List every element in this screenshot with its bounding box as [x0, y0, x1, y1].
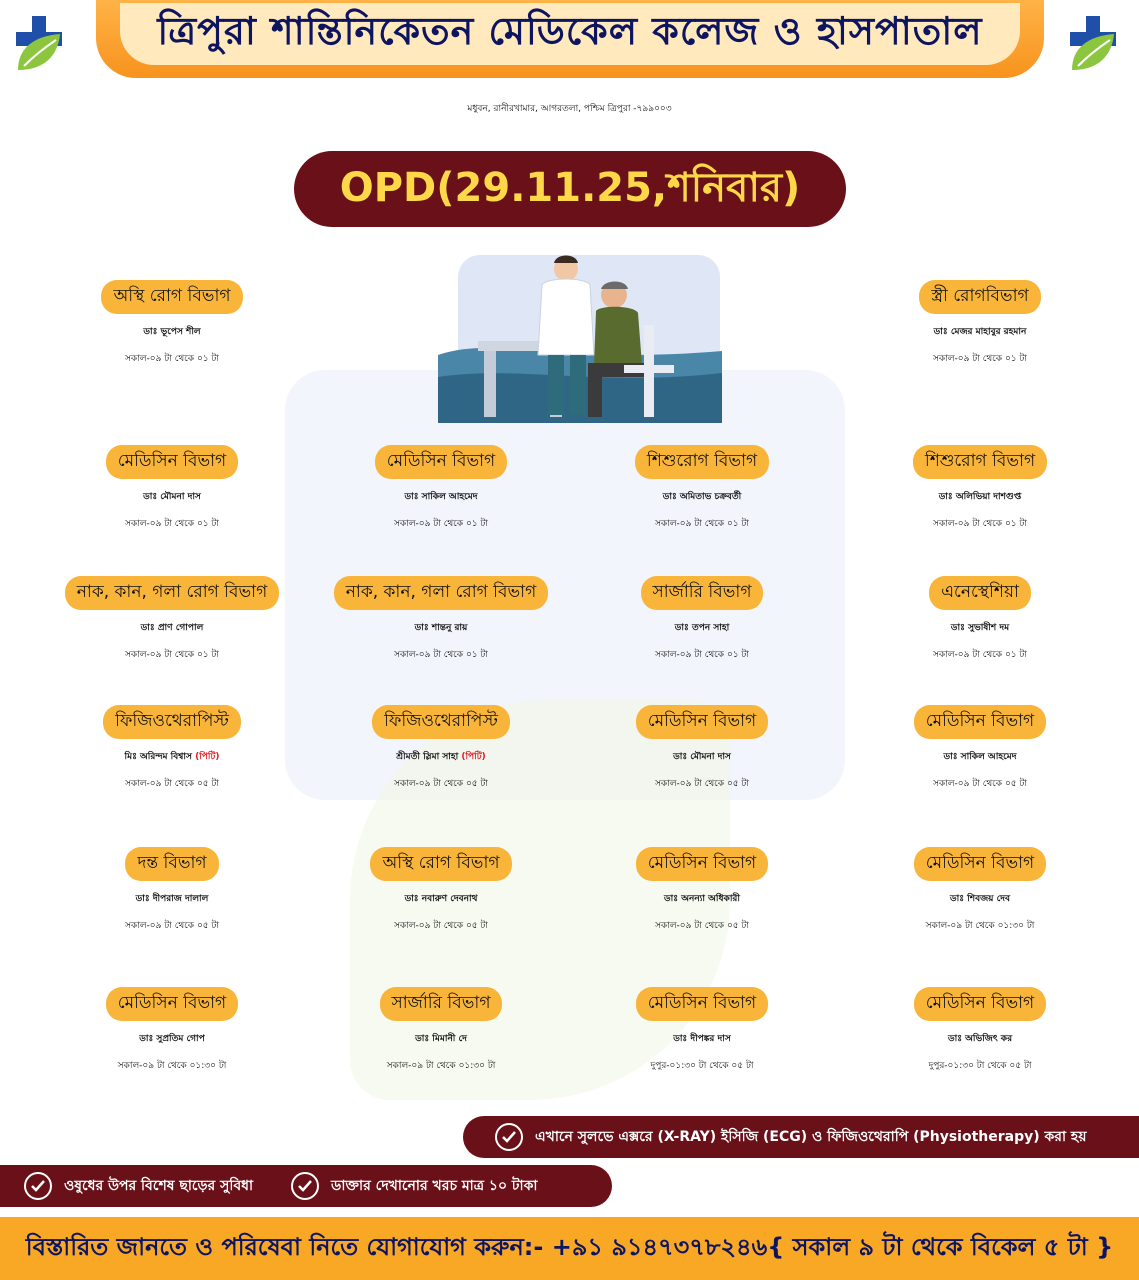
- doctor-name: [37, 749, 307, 764]
- opd-timing: সকাল-০৯ টা থেকে ০১ টা: [124, 650, 220, 660]
- department-badge: অস্থি রোগ বিভাগ: [370, 847, 511, 881]
- doctor-card: [306, 847, 576, 933]
- department-badge: নাক, কান, গলা রোগ বিভাগ: [334, 576, 549, 610]
- doctor-name-text: শ্রীমতী স্লিমা সাহা: [396, 752, 459, 762]
- opd-timing: সকাল-০৯ টা থেকে ০৫ টা: [654, 779, 750, 789]
- doctor-card: [37, 987, 307, 1073]
- department-badge: মেডিসিন বিভাগ: [914, 847, 1046, 881]
- doctor-card: [306, 987, 576, 1073]
- doctor-name-text: মিঃ অরিন্দম বিশ্বাস: [124, 752, 192, 762]
- department-badge: মেডিসিন বিভাগ: [636, 847, 768, 881]
- doctor-name-text: ডাঃ সাকিল আহমেদ: [404, 492, 478, 502]
- department-badge: স্ত্রী রোগবিভাগ: [919, 280, 1040, 314]
- opd-timing: সকাল-০৯ টা থেকে ০৫ টা: [124, 921, 220, 931]
- department-badge: মেডিসিন বিভাগ: [914, 987, 1046, 1021]
- opd-timing: সকাল-০৯ টা থেকে ০১ টা: [393, 519, 489, 529]
- doctor-card: [37, 705, 307, 791]
- department-badge: ফিজিওথেরাপিস্ট: [372, 705, 510, 739]
- doctor-card: [845, 987, 1115, 1073]
- doctor-card: [845, 576, 1115, 662]
- doctor-name: [567, 749, 837, 764]
- department-badge: মেডিসিন বিভাগ: [106, 445, 238, 479]
- opd-date-badge: [294, 151, 846, 227]
- xray-ecg-physio-note: এখানে সুলভে এক্সরে (X-RAY) ইসিজি (ECG) ও ফিজিওথেরাপি (Physiotherapy) করা হয়: [535, 1129, 1087, 1145]
- opd-timing: দুপুর-০১:৩০ টা থেকে ০৫ টা: [650, 1061, 754, 1071]
- opd-timing: সকাল-০৯ টা থেকে ০৫ টা: [393, 779, 489, 789]
- contact-info: বিস্তারিত জানতে ও পরিষেবা নিতে যোগাযোগ করুন:- +৯১ ৯১৪৭৩৭৮২৪৬{ সকাল ৯ টা থেকে বিকেল ৫ টা }: [25, 1232, 1114, 1261]
- department-badge: সার্জারি বিভাগ: [641, 576, 764, 610]
- doctor-card: [567, 445, 837, 531]
- doctor-name-text: ডাঃ মিমানী দে: [415, 1034, 467, 1044]
- medical-cross-leaf-logo: [12, 12, 70, 74]
- check-circle-icon: [291, 1172, 319, 1200]
- opd-timing: সকাল-০৯ টা থেকে ০১:৩০ টা: [386, 1061, 496, 1071]
- doctor-card: [567, 576, 837, 662]
- opd-timing: দুপুর-০১:৩০ টা থেকে ০৫ টা: [928, 1061, 1032, 1071]
- doctor-name-text: ডাঃ নবারুণ দেবনাথ: [404, 894, 478, 904]
- doctor-name-text: ডাঃ সুভাষীশ দম: [950, 623, 1010, 633]
- opd-timing: সকাল-০৯ টা থেকে ০১:৩০ টা: [117, 1061, 227, 1071]
- doctor-name-text: ডাঃ মেজর মাহাবুর রহমান: [933, 327, 1027, 337]
- doctor-name: [37, 324, 307, 339]
- check-circle-icon: [495, 1123, 523, 1151]
- doctor-card: [845, 705, 1115, 791]
- doctor-name: [845, 1031, 1115, 1046]
- doctor-card: [567, 987, 837, 1073]
- doctor-name-text: ডাঃ ভূপেস শীল: [143, 327, 201, 337]
- opd-timing: সকাল-০৯ টা থেকে ০১ টা: [393, 650, 489, 660]
- opd-timing: সকাল-০৯ টা থেকে ০১ টা: [124, 354, 220, 364]
- doctor-name: [306, 1031, 576, 1046]
- department-badge: সার্জারি বিভাগ: [380, 987, 503, 1021]
- department-badge: মেডিসিন বিভাগ: [375, 445, 507, 479]
- doctor-card: [845, 280, 1115, 366]
- doctor-name: [37, 1031, 307, 1046]
- services-banner: [463, 1116, 1139, 1158]
- medical-cross-leaf-logo: [1066, 12, 1124, 74]
- doctor-name-text: ডাঃ অমিতাভ চক্রবর্তী: [662, 492, 742, 502]
- doctor-card: [37, 847, 307, 933]
- doctor-name: [845, 489, 1115, 504]
- physiotherapist-tag: (পিটি): [195, 752, 220, 762]
- doctor-name-text: ডাঃ তপন সাহা: [674, 623, 730, 633]
- doctor-name: [37, 891, 307, 906]
- doctor-name-text: ডাঃ অভিজিৎ কর: [947, 1034, 1013, 1044]
- department-badge: অস্থি রোগ বিভাগ: [101, 280, 242, 314]
- doctor-card: [306, 576, 576, 662]
- doctor-name-text: ডাঃ মৌমনা দাস: [143, 492, 201, 502]
- doctor-name-text: ডাঃ দীপঙ্কর দাস: [673, 1034, 731, 1044]
- offers-banner: [0, 1165, 612, 1207]
- doctor-name: [567, 489, 837, 504]
- doctor-name-text: ডাঃ অলিভিয়া দাশগুপ্ত: [938, 492, 1022, 502]
- hospital-address: মধুবন, রানীরখামার, আগরতলা, পশ্চিম ত্রিপুরা -৭৯৯০০৩: [467, 104, 672, 114]
- header-inner: [120, 3, 1020, 65]
- doctor-card: [567, 847, 837, 933]
- contact-footer: [0, 1217, 1139, 1280]
- doctor-card: [845, 847, 1115, 933]
- opd-date-text: OPD(29.11.25,শনিবার): [339, 164, 801, 211]
- opd-timing: সকাল-০৯ টা থেকে ০১ টা: [654, 650, 750, 660]
- consultation-fee-note: ডাক্তার দেখানোর খরচ মাত্র ১০ টাকা: [331, 1178, 538, 1194]
- check-circle-icon: [24, 1172, 52, 1200]
- department-badge: নাক, কান, গলা রোগ বিভাগ: [65, 576, 280, 610]
- doctor-card: [37, 576, 307, 662]
- doctor-name: [845, 749, 1115, 764]
- department-badge: দন্ত বিভাগ: [125, 847, 218, 881]
- doctor-name: [37, 620, 307, 635]
- doctor-name: [567, 1031, 837, 1046]
- opd-timing: সকাল-০৯ টা থেকে ০৫ টা: [654, 921, 750, 931]
- opd-timing: সকাল-০৯ টা থেকে ০৫ টা: [932, 779, 1028, 789]
- doctor-name: [845, 324, 1115, 339]
- opd-timing: সকাল-০৯ টা থেকে ০১:৩০ টা: [925, 921, 1035, 931]
- doctor-name: [845, 891, 1115, 906]
- doctor-card: [845, 445, 1115, 531]
- doctor-name-text: ডাঃ মৌমনা দাস: [673, 752, 731, 762]
- doctor-name-text: ডাঃ শিবজয় দেব: [950, 894, 1010, 904]
- department-badge: মেডিসিন বিভাগ: [636, 705, 768, 739]
- doctor-name-text: ডাঃ শান্তনু রায়: [414, 623, 468, 633]
- doctor-card: [567, 705, 837, 791]
- doctor-name-text: ডাঃ অনন্যা অধিকারী: [664, 894, 740, 904]
- doctor-name-text: ডাঃ সুপ্রতিম গোপ: [139, 1034, 205, 1044]
- doctor-card: [306, 705, 576, 791]
- doctor-name: [306, 749, 576, 764]
- doctor-name: [37, 489, 307, 504]
- doctor-name: [306, 891, 576, 906]
- opd-timing: সকাল-০৯ টা থেকে ০১ টা: [654, 519, 750, 529]
- opd-timing: সকাল-০৯ টা থেকে ০১ টা: [932, 354, 1028, 364]
- doctor-card: [37, 280, 307, 366]
- hospital-title: ত্রিপুরা শান্তিনিকেতন মেডিকেল কলেজ ও হাসপাতাল: [157, 9, 983, 53]
- department-badge: শিশুরোগ বিভাগ: [913, 445, 1047, 479]
- department-badge: এনেস্থেশিয়া: [929, 576, 1031, 610]
- doctor-name: [306, 489, 576, 504]
- doctor-patient-illustration: [438, 255, 722, 423]
- doctor-name-text: ডাঃ সাকিল আহমেদ: [943, 752, 1017, 762]
- doctor-name: [567, 620, 837, 635]
- doctor-name: [306, 620, 576, 635]
- department-badge: শিশুরোগ বিভাগ: [635, 445, 769, 479]
- department-badge: ফিজিওথেরাপিস্ট: [103, 705, 241, 739]
- header-banner: [96, 0, 1044, 78]
- medicine-discount-note: ওষুধের উপর বিশেষ ছাড়ের সুবিধা: [64, 1178, 254, 1194]
- opd-timing: সকাল-০৯ টা থেকে ০১ টা: [932, 650, 1028, 660]
- opd-timing: সকাল-০৯ টা থেকে ০৫ টা: [124, 779, 220, 789]
- doctor-name-text: ডাঃ প্রাণ গোপাল: [140, 623, 204, 633]
- department-badge: মেডিসিন বিভাগ: [636, 987, 768, 1021]
- doctor-name-text: ডাঃ দীপরাজ দালাল: [135, 894, 209, 904]
- physiotherapist-tag: (পিটি): [461, 752, 486, 762]
- doctor-card: [306, 445, 576, 531]
- department-badge: মেডিসিন বিভাগ: [914, 705, 1046, 739]
- opd-timing: সকাল-০৯ টা থেকে ০৫ টা: [393, 921, 489, 931]
- department-badge: মেডিসিন বিভাগ: [106, 987, 238, 1021]
- doctor-card: [37, 445, 307, 531]
- opd-timing: সকাল-০৯ টা থেকে ০১ টা: [124, 519, 220, 529]
- doctor-name: [567, 891, 837, 906]
- opd-timing: সকাল-০৯ টা থেকে ০১ টা: [932, 519, 1028, 529]
- doctor-name: [845, 620, 1115, 635]
